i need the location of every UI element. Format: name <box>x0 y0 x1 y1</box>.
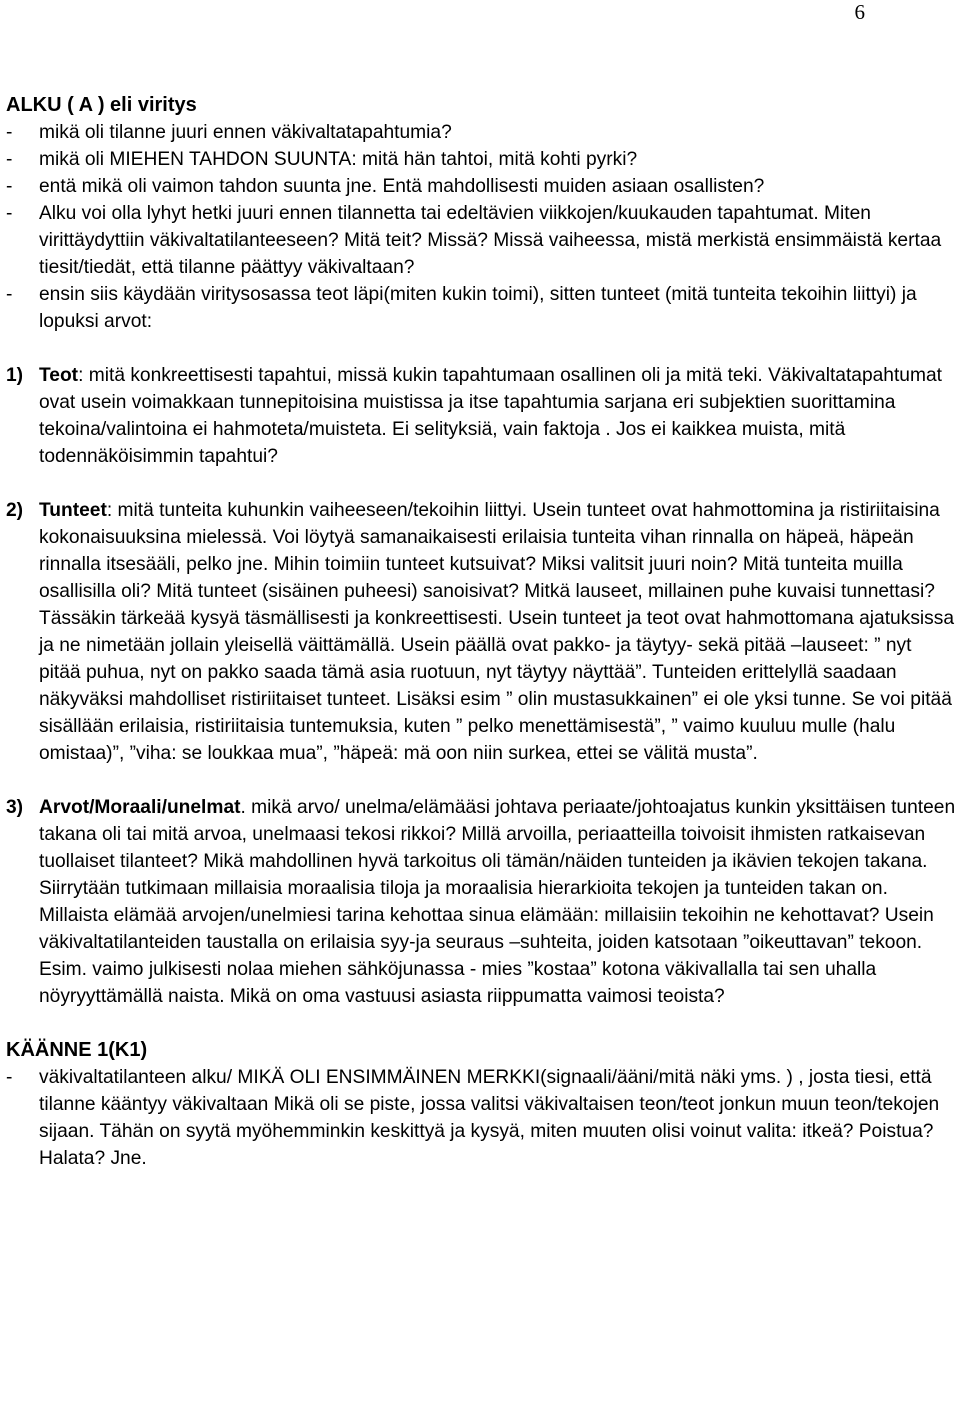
item-body: : mitä konkreettisesti tapahtui, missä kukin tapahtumaan osallinen oli ja mitä teki. Väkivaltatapahtumat ovat usein voimakkaan tunnepitoisina muistissa ja itse tapahtumia sarjana eri subjektien suorittamina tekoina/valintoina ei hahmoteta/muisteta. Ei selityksiä, vain faktoja . Jos ei kaikkea muista, mitä todennäköisimmin tapahtui? <box>39 365 942 467</box>
list-item <box>6 200 958 281</box>
list-item-text: Alku voi olla lyhyt hetki juuri ennen tilannetta tai edeltävien viikkojen/kuukauden tapahtumat. Miten virittäydyttiin väkivaltatilanteeseen? Mitä teit? Missä? Missä vaiheessa, mistä merkistä ensimmäistä kertaa tiesit/tiedät, että tilanne päättyy väkivaltaan? <box>39 203 942 278</box>
item-body: . mikä arvo/ unelma/elämääsi johtava periaate/johtoajatus kunkin yksittäisen tunteen takana oli tai mitä arvoa, unelmaasi tekosi rikkoi? Millä arvoilla, periaatteilla toivoisit ihmisten ratkaisevan tuollaiset tilanteet? Mikä mahdollinen hyvä tarkoitus oli tämän/näiden tunteiden ja ikävien tekojen takana. Siirrytään tutkimaan millaisia moraalisia tiloja ja moraalisia hierarkioita tekojen ja tunteiden takan on. Millaista elämää arvojen/unelmiesi tarina kehottaa sinua elämään: millaisiin tekoihin ne kehottavat? Usein väkivaltatilanteiden taustalla on erilaisia syy-ja seuraus –suhteita, joiden katsotaan ”oikeuttavan” tekoon. Esim. vaimo julkisesti nolaa miehen sähköjunassa - mies ”kostaa” kotona väkivallalla tai sen uhalla nöyryyttämällä naista. Mikä on oma vastuusi asiasta riippumatta vaimosi teoista? <box>39 797 956 1007</box>
spacer <box>6 1010 958 1037</box>
section-a-heading: ALKU ( A ) eli viritys <box>6 94 197 116</box>
item-text <box>39 794 958 1010</box>
item-text <box>39 497 958 767</box>
item-text <box>39 362 958 470</box>
dash-marker: - <box>6 1067 13 1088</box>
list-item <box>6 281 958 335</box>
spacer <box>6 767 958 794</box>
dash-marker: - <box>6 176 13 197</box>
dash-marker: - <box>6 284 13 305</box>
item-label: Teot <box>39 365 79 386</box>
page-number: 6 <box>854 0 865 24</box>
spacer <box>6 470 958 497</box>
list-item <box>6 1064 958 1172</box>
item-label: Tunteet <box>39 500 107 521</box>
dash-marker: - <box>6 149 13 170</box>
list-item <box>6 119 958 146</box>
dash-marker: - <box>6 122 13 143</box>
item-label: Arvot/Moraali/unelmat <box>39 797 241 818</box>
list-item-text: väkivaltatilanteen alku/ MIKÄ OLI ENSIMMÄINEN MERKKI(signaali/ääni/mitä näki yms. ) , josta tiesi, että tilanne kääntyy väkivaltaan Mikä oli se piste, jossa valitsi väkivaltaisen teon/teot jonkun muun teon/tekojen sijaan. Tähän on syytä myöhemminkin keskittyä ja kysyä, miten muuten olisi voinut valita: itkeä? Poistua? Halata? Jne. <box>39 1067 940 1169</box>
item-number: 2) <box>6 500 24 521</box>
spacer <box>6 335 958 362</box>
item-number: 1) <box>6 365 24 386</box>
numbered-item-arvot <box>6 794 958 1010</box>
document-body <box>6 92 958 1172</box>
list-item-text: mikä oli MIEHEN TAHDON SUUNTA: mitä hän tahtoi, mitä kohti pyrki? <box>39 149 638 170</box>
numbered-item-teot <box>6 362 958 470</box>
dash-marker: - <box>6 203 13 224</box>
list-item <box>6 173 958 200</box>
item-number: 3) <box>6 797 24 818</box>
item-body: : mitä tunteita kuhunkin vaiheeseen/tekoihin liittyi. Usein tunteet ovat hahmottomina ja ristiriitaisina kokonaisuuksina mielessä. Voi löytyä samanaikaisesti erilaisia tunteita vihan rinnalla on häpeä, häpeän rinnalla itsesääli, pelko jne. Mihin toimiin tunteet kutsuivat? Miksi valitsit juuri noin? Mitä tunteita muilla osallisilla oli? Mitä tunteet (sisäinen puheesi) sanoisivat? Mitkä lauseet, millainen puhe kuvaisi tunnettasi? Tässäkin tärkeää kysyä täsmällisesti ja konkreettisesti. Usein tunteet ja teot ovat hahmottomana ajatuksissa ja ne nimetään jollain yleisellä väittämällä. Usein päällä ovat pakko- ja täytyy- sekä pitää –lauseet: ” nyt pitää puhua, nyt on pakko saada tämä asia ruotuun, nyt täytyy näyttää”. Tunteiden erittelyllä saadaan näkyväksi mahdolliset ristiriitaiset tunteet. Lisäksi esim ” olin mustasukkainen” ei ole yksi tunne. Se voi pitää sisällään erilaisia, ristiriitaisia tuntemuksia, kuten ” pelko menettämisestä”, ” vaimo kuuluu mulle (halu omistaa)”, ”viha: se loukkaa mua”, ”häpeä: mä oon niin surkea, ettei se välitä musta”. <box>39 500 955 764</box>
list-item-text: entä mikä oli vaimon tahdon suunta jne. Entä mahdollisesti muiden asiaan osallisten? <box>39 176 765 197</box>
list-item-text: mikä oli tilanne juuri ennen väkivaltatapahtumia? <box>39 122 452 143</box>
list-item-text: ensin siis käydään viritysosassa teot läpi(miten kukin toimi), sitten tunteet (mitä tunteita tekoihin liittyi) ja lopuksi arvot: <box>39 284 917 332</box>
numbered-item-tunteet <box>6 497 958 767</box>
list-item <box>6 146 958 173</box>
section-k1-heading: KÄÄNNE 1(K1) <box>6 1039 148 1061</box>
